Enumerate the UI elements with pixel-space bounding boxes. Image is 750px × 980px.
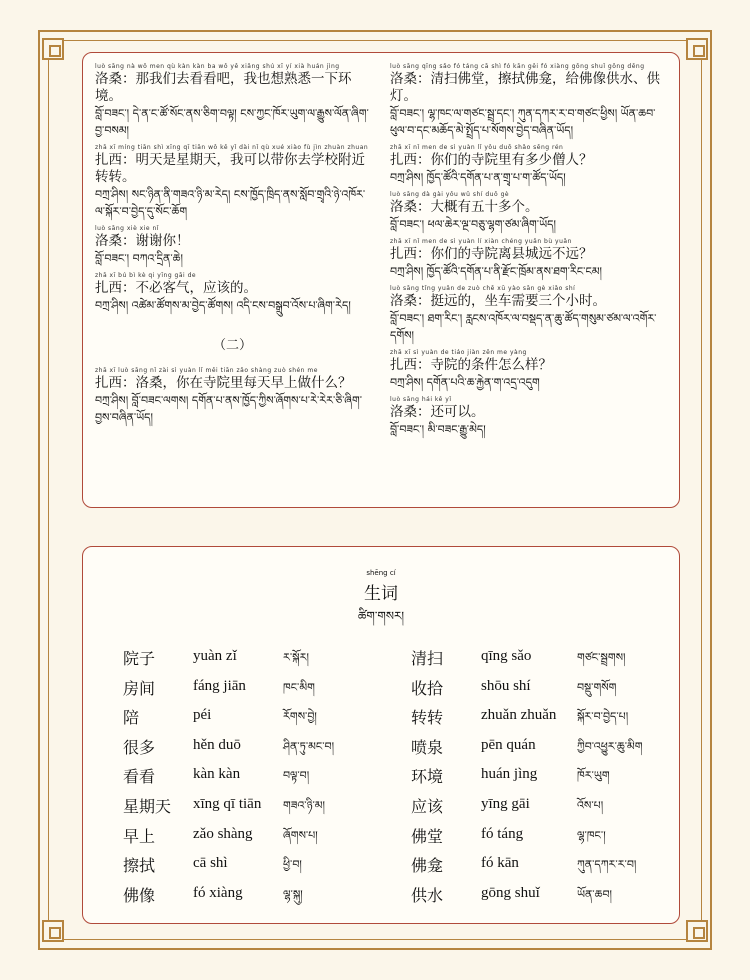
dialogue-line [95, 225, 370, 267]
chinese-text: 扎西：洛桑，你在寺院里每天早上做什么？ [95, 375, 352, 391]
vocab-item [123, 702, 413, 732]
vocab-pinyin: fó xiàng [193, 884, 243, 901]
tibetan-text: བཀྲ་ཤིས། འཚེམ་ཚོགས་མ་བྱེད་ཚོགས། འདི་ངས་བསྒྲུབ་འོས་པ་ཞིག་རེད། [95, 299, 351, 312]
vocab-item [411, 850, 701, 880]
dialogue-line [390, 396, 665, 438]
tibetan-text: བཀྲ་ཤིས། དགོན་པའི་ཆ་རྐྱེན་ག་འདྲ་འདུག [390, 376, 540, 389]
corner-ornament-tl [42, 38, 64, 60]
vocab-item [411, 643, 701, 673]
tibetan-text: བློ་བཟང་། མི་བཟང་རྒྱུ་མེད། [390, 423, 486, 436]
vocab-tibetan: བལྟ་བ། [283, 769, 310, 783]
vocab-list-left [123, 643, 413, 909]
vocab-tibetan: གཙང་སྦྲགས། [577, 651, 626, 664]
pinyin-annotation: luò sāng tǐng yuǎn de zuò chē xū yào sān gè xiǎo shí [390, 285, 576, 292]
vocab-list-right [411, 643, 701, 909]
tibetan-text: བཀྲ་ཤིས། ཁྱོད་ཚོའི་དགོན་པ་ནི་རྫོང་ཁྲོམ་ནས་ཐག་རིང་ངམ། [390, 265, 602, 278]
vocab-pinyin: zǎo shàng [193, 825, 253, 842]
vocab-tibetan: ཕྱི་བ། [283, 858, 302, 872]
chinese-text: 洛桑：挺远的，坐车需要三个小时。 [390, 293, 606, 309]
vocab-chinese: 佛堂 [411, 826, 444, 846]
dialogue-line [390, 144, 665, 186]
chinese-text: 扎西：你们的寺院里有多少僧人？ [390, 152, 593, 168]
dialogue-line [95, 63, 370, 139]
vocab-pinyin: péi [193, 707, 212, 724]
dialogue-panel [82, 52, 680, 508]
vocab-item [123, 732, 413, 762]
chinese-text: 洛桑：那我们去看看吧，我也想熟悉一下环境。 [95, 71, 352, 104]
pinyin-annotation: luò sāng xiè xie nǐ [95, 225, 159, 232]
vocab-pinyin: kàn kàn [193, 766, 241, 783]
vocab-pinyin: qīng sǎo [481, 648, 532, 664]
dialogue-column-left [95, 63, 370, 431]
vocab-item [123, 791, 413, 821]
dialogue-line [95, 144, 370, 220]
vocab-chinese: 院子 [123, 649, 156, 668]
vocab-item [411, 880, 701, 910]
vocab-item [123, 761, 413, 791]
vocab-item [123, 643, 413, 673]
vocab-tibetan: བསྡུ་གསོག [577, 680, 617, 694]
vocab-item [123, 673, 413, 703]
vocab-tibetan: ར་སྐོར། [283, 651, 309, 664]
vocab-pinyin: yuàn zǐ [193, 648, 237, 664]
corner-ornament-br [686, 920, 708, 942]
vocab-tibetan: ཁང་མིག [283, 680, 315, 694]
vocab-pinyin: shōu shí [481, 677, 531, 694]
vocab-tibetan: སྐོར་བ་བྱེད་པ། [577, 710, 629, 724]
vocab-chinese: 应该 [411, 796, 444, 816]
vocab-pinyin: gōng shuǐ [481, 884, 540, 901]
vocab-chinese: 供水 [411, 885, 444, 905]
tibetan-text: བློ་བཟང་། ཐག་རིང་། རླངས་འཁོར་ལ་བསྡད་ན་ཆུ་ཚོད་གསུམ་ཙམ་ལ་འགོར་དགོས། [390, 312, 657, 342]
vocab-item [411, 702, 701, 732]
vocab-tibetan: ལྷ་ཁང་། [577, 828, 606, 842]
vocab-item [123, 880, 413, 910]
pinyin-annotation: zhā xī nǐ men de sì yuàn lǐ yǒu duō shǎo sēng rén [390, 144, 564, 151]
vocab-chinese: 陪 [123, 708, 140, 728]
vocab-item [411, 791, 701, 821]
chinese-text: 扎西：明天是星期天，我可以带你去学校附近转转。 [95, 152, 365, 185]
vocab-pinyin: yīng gāi [481, 795, 530, 812]
pinyin-annotation: luò sāng dà gài yǒu wǔ shí duō gè [390, 191, 510, 198]
vocab-title-tibetan: ཚིག་གསར། [357, 609, 405, 623]
vocab-tibetan: ཡོན་ཆབ། [577, 887, 612, 901]
vocab-tibetan: ཁོར་ཡུག [577, 769, 610, 783]
pinyin-annotation: zhā xī míng tiān shì xīng qī tiān wǒ kě yǐ dài nǐ qù xué xiào fù jìn zhuàn zhuan [95, 144, 369, 151]
vocab-title: 生词 [364, 584, 398, 604]
pinyin-annotation: zhā xī nǐ men de sì yuàn lí xiàn chéng yuǎn bù yuǎn [390, 238, 572, 245]
chinese-text: 洛桑：清扫佛堂，擦拭佛龛，给佛像供水、供灯。 [390, 71, 660, 104]
tibetan-text: བཀྲ་ཤིས། བློ་བཟང་ལགས། དགོན་པ་ནས་ཁྱོད་ཀྱིས་ཞོགས་པ་རེ་རེར་ཅི་ཞིག་བྱས་བཞིན་ཡོད། [95, 394, 363, 424]
tibetan-text: བློ་བཟང་། ལྷ་ཁང་ལ་གཙང་སྦྲ་དང་། ཀུན་དཀར་ར་བ་གཙང་ཕྱིས། ཡོན་ཆབ་ཕུལ་བ་དང་མཆོད་མེ་སྤྲོད་པ་སོགས་བྱེད་བཞིན་ཡོད། [390, 107, 656, 137]
vocab-item [123, 850, 413, 880]
chinese-text: 扎西：寺院的条件怎么样？ [390, 357, 552, 373]
vocab-chinese: 早上 [123, 826, 156, 846]
dialogue-line [95, 367, 370, 426]
vocab-pinyin: pēn quán [481, 736, 536, 753]
vocab-item [411, 761, 701, 791]
vocab-pinyin: xīng qī tiān [193, 795, 262, 812]
tibetan-text: བློ་བཟང་། དེ་ན་ང་ཚོ་སོང་ནས་ཅིག་བལྟ། ངས་ཀྱང་ཁོར་ཡུག་ལ་རྒྱུས་ལོན་ཞིག་བྱ་བསམ། [95, 107, 369, 137]
vocab-pinyin: fó táng [481, 825, 524, 842]
vocab-tibetan: ཞོགས་པ། [283, 828, 318, 842]
vocab-chinese: 房间 [123, 678, 156, 698]
pinyin-annotation: zhā xī bú bì kè qi yīng gāi de [95, 272, 197, 279]
dialogue-column-right [390, 63, 665, 443]
chinese-text: 洛桑：大概有五十多个。 [390, 199, 539, 215]
corner-ornament-bl [42, 920, 64, 942]
vocab-chinese: 擦拭 [123, 856, 156, 876]
vocab-tibetan: ལྷ་སྐུ། [283, 887, 303, 901]
vocab-tibetan: འོས་པ། [577, 798, 604, 812]
tibetan-text: བཀྲ་ཤིས། ཁྱོད་ཚོའི་དགོན་པ་ན་གྲྭ་པ་ག་ཚོད་ཡོད། [390, 171, 566, 184]
vocab-tibetan: ཀུན་དཀར་ར་བ། [577, 858, 637, 872]
tibetan-text: བློ་བཟང་། བཀའ་དྲིན་ཆེ། [95, 252, 183, 265]
dialogue-line [390, 349, 665, 391]
vocab-pinyin: huán jìng [481, 766, 538, 783]
vocab-pinyin: zhuǎn zhuǎn [481, 707, 557, 724]
dialogue-line [390, 238, 665, 280]
vocabulary-panel [82, 546, 680, 924]
vocab-tibetan: གཟའ་ཉི་མ། [283, 798, 325, 812]
vocab-pinyin: fó kān [481, 855, 519, 872]
pinyin-annotation: luò sāng hái kě yǐ [390, 396, 452, 403]
vocab-item [123, 821, 413, 851]
vocab-pinyin: hěn duō [193, 736, 241, 753]
vocab-tibetan: ཀྱིབ་འཕྱུར་ཆུ་མིག [577, 739, 643, 753]
vocab-tibetan: ཤིན་ཏུ་མང་བ། [283, 739, 335, 753]
dialogue-line [390, 63, 665, 139]
vocab-chinese: 看看 [123, 767, 156, 787]
chinese-text: 扎西：不必客气，应该的。 [95, 280, 257, 296]
pinyin-annotation: zhā xī sì yuàn de tiáo jiàn zěn me yàng [390, 349, 527, 356]
vocab-chinese: 星期天 [123, 796, 172, 816]
tibetan-text: བཀྲ་ཤིས། སང་ཉིན་ནི་གཟའ་ཉི་མ་རེད། ངས་ཁྱོད་ཁྲིད་ནས་སློབ་གྲྭའི་ཉེ་འཁོར་ལ་སྐོར་བ་བྱེད་དུ་སོང་ཆོག [95, 188, 366, 218]
vocab-item [411, 821, 701, 851]
chinese-text: 洛桑：谢谢你！ [95, 233, 190, 249]
section-label: （二） [212, 338, 252, 353]
vocab-title-pinyin: shēng cí [366, 569, 396, 577]
pinyin-annotation: luò sāng nà wǒ men qù kàn kàn ba wǒ yě xiǎng shú xī yí xià huán jìng [95, 63, 340, 70]
vocab-chinese: 清扫 [411, 649, 444, 668]
vocab-item [411, 673, 701, 703]
corner-ornament-tr [686, 38, 708, 60]
vocab-chinese: 转转 [411, 708, 444, 728]
vocab-chinese: 佛龛 [411, 856, 444, 876]
dialogue-line [95, 272, 370, 314]
pinyin-annotation: luò sāng qīng sǎo fó táng cā shì fó kān gěi fó xiàng gōng shuǐ gōng dēng [390, 63, 645, 70]
pinyin-annotation: zhā xī luò sāng nǐ zài sì yuàn lǐ měi tiān zǎo shàng zuò shén me [95, 367, 318, 374]
dialogue-line [390, 285, 665, 344]
vocab-chinese: 收拾 [411, 678, 444, 698]
tibetan-text: བློ་བཟང་། ཕལ་ཆེར་ལྔ་བཅུ་ལྷག་ཙམ་ཞིག་ཡོད། [390, 218, 556, 231]
chinese-text: 扎西：你们的寺院离县城远不远？ [390, 246, 593, 262]
vocab-chinese: 环境 [411, 767, 444, 787]
vocab-tibetan: རོགས་བྱེ། [283, 710, 317, 724]
vocab-chinese: 喷泉 [411, 737, 444, 757]
vocab-chinese: 佛像 [123, 885, 156, 905]
vocab-pinyin: cā shì [193, 855, 228, 872]
dialogue-line [390, 191, 665, 233]
vocab-pinyin: fáng jiān [193, 677, 246, 694]
chinese-text: 洛桑：还可以。 [390, 404, 485, 420]
vocab-chinese: 很多 [123, 737, 156, 757]
vocab-item [411, 732, 701, 762]
